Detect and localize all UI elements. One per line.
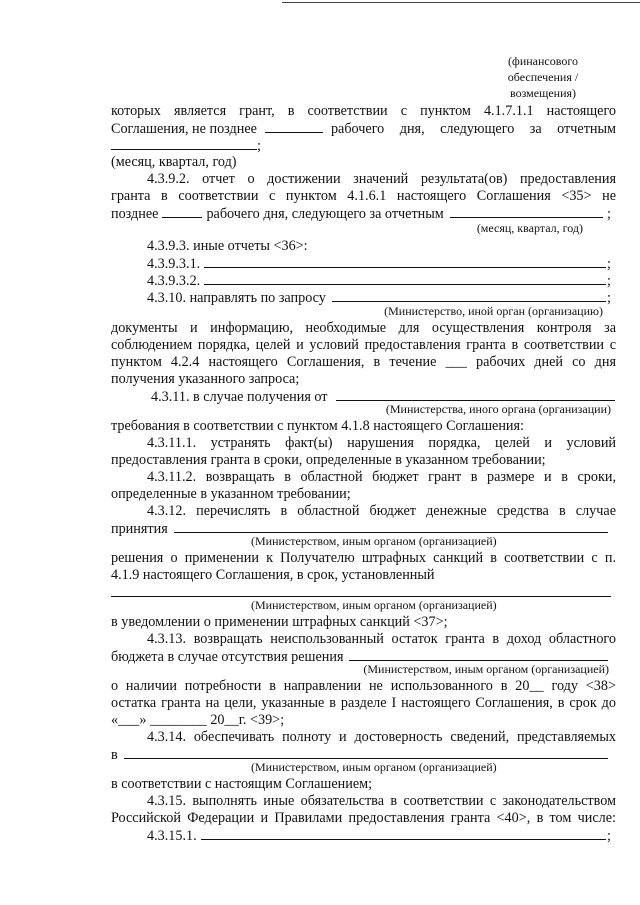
text-line: 4.1.9 настоящего Соглашения, в срок, установленный [111, 567, 435, 583]
text-line: в уведомлении о применении штрафных санкций <37>; [111, 614, 448, 630]
text-line: предоставления гранта в сроки, определенные в указанном требовании; [111, 452, 546, 468]
text-segment: рабочего дня, следующего за отчетным [206, 206, 444, 222]
text-segment: 4.3.9.3.2. [147, 273, 201, 289]
blank-field [336, 388, 616, 401]
text-line [111, 120, 616, 138]
text-line: 4.3.12. перечислять в областной бюджет денежные средства в случае [147, 503, 616, 519]
text-line: Российской Федерации и Правилами предоставления гранта <40>, в том числе: [111, 810, 616, 826]
text-segment: принятия [111, 521, 168, 537]
text-line [147, 255, 611, 273]
text-line: 4.3.15. выполнять иные обязательства в соответствии с законодательством [147, 793, 616, 809]
text-line: остатка гранта на цели, указанные в разделе I настоящего Соглашения, в срок до [111, 695, 616, 711]
text-segment: 4.3.9.3.1. [147, 256, 201, 272]
caption: (Министерством, иным органом (организацией) [251, 534, 497, 548]
header-rule [0, 2, 640, 3]
caption: (Министерством, иным органом (организацией) [251, 598, 497, 612]
caption: (Министерства, иного органа (организации) [385, 402, 611, 416]
blank-field [204, 255, 606, 268]
blank-field [174, 520, 608, 533]
text-segment: ; [607, 206, 611, 222]
text-segment: 4.3.11. в случае получения от [151, 389, 328, 405]
text-line: документы и информацию, необходимые для осуществления контроля за [111, 320, 616, 336]
blank-field [349, 648, 608, 661]
caption: (месяц, квартал, год) [476, 221, 583, 235]
text-segment: 4.3.10. направлять по запросу [147, 290, 326, 306]
text-line: 4.3.11.1. устранять факт(ы) нарушения порядка, целей и условий [147, 435, 616, 451]
text-segment: позднее [111, 206, 159, 222]
blank-field [265, 120, 323, 133]
header-note-2: обеспечения / [507, 70, 579, 84]
text-line: решения о применении к Получателю штрафных санкций в соответствии с п. [111, 550, 616, 566]
text-segment: 4.3.15.1. [147, 828, 197, 844]
text-segment: ; [607, 273, 611, 289]
blank-field [332, 289, 606, 302]
blank-field [111, 584, 611, 597]
text-line: «___» ________ 20__г. <39>; [111, 712, 285, 728]
blank-field [124, 746, 608, 759]
caption: (Министерство, иной орган (организацию) [384, 304, 603, 318]
text-line: 4.3.13. возвращать неиспользованный остаток гранта в доход областного [147, 631, 616, 647]
blank-field [162, 205, 202, 218]
text-line: определенные в указанном требовании; [111, 486, 351, 502]
text-line [111, 137, 616, 155]
text-line: 4.3.11.2. возвращать в областной бюджет грант в размере и в сроки, [147, 469, 616, 485]
caption: (Министерством, иным органом (организацией) [251, 760, 497, 774]
text-segment: ; [607, 256, 611, 272]
text-segment: ; [607, 828, 611, 844]
text-segment: ; [257, 138, 261, 154]
text-line: в соответствии с настоящим Соглашением; [111, 776, 373, 792]
blank-field [450, 205, 603, 218]
caption: (Министерством, иным органом (организацией) [363, 662, 609, 676]
text-line [147, 827, 611, 845]
text-line: 4.3.9.3. иные отчеты <36>: [147, 238, 308, 254]
blank-field [204, 272, 606, 285]
header-note-1: (финансового [508, 54, 578, 68]
text-segment: Соглашения, не позднее [111, 121, 257, 137]
text-line: 4.3.14. обеспечивать полноту и достоверность сведений, представляемых [147, 729, 616, 745]
text-line [147, 272, 611, 290]
text-segment: рабочего дня, следующего за отчетным [330, 121, 616, 137]
text-line: (месяц, квартал, год) [111, 154, 237, 170]
text-line: которых является грант, в соответствии с пунктом 4.1.7.1.1 настоящего [111, 103, 616, 119]
text-line: соблюдением порядка, целей и условий предоставления гранта в соответствии с [111, 337, 616, 353]
text-line: о наличии потребности в направлении не использованного в 20__ году <38> [111, 678, 616, 694]
blank-field [111, 137, 257, 150]
text-line: получения указанного запроса; [111, 371, 300, 387]
header-note-3: возмещения) [510, 86, 576, 100]
text-line: пунктом 4.2.4 настоящего Соглашения, в течение ___ рабочих дней со дня [111, 354, 616, 370]
text-segment: ; [607, 290, 611, 306]
text-line: 4.3.9.2. отчет о достижении значений результата(ов) предоставления [147, 171, 616, 187]
text-segment: бюджета в случае отсутствия решения [111, 649, 344, 665]
text-segment: в [111, 747, 118, 763]
text-line: требования в соответствии с пунктом 4.1.8 настоящего Соглашения: [111, 418, 524, 434]
text-line: гранта в соответствии с пунктом 4.1.6.1 настоящего Соглашения <35> не [111, 188, 616, 204]
blank-field [201, 827, 606, 840]
